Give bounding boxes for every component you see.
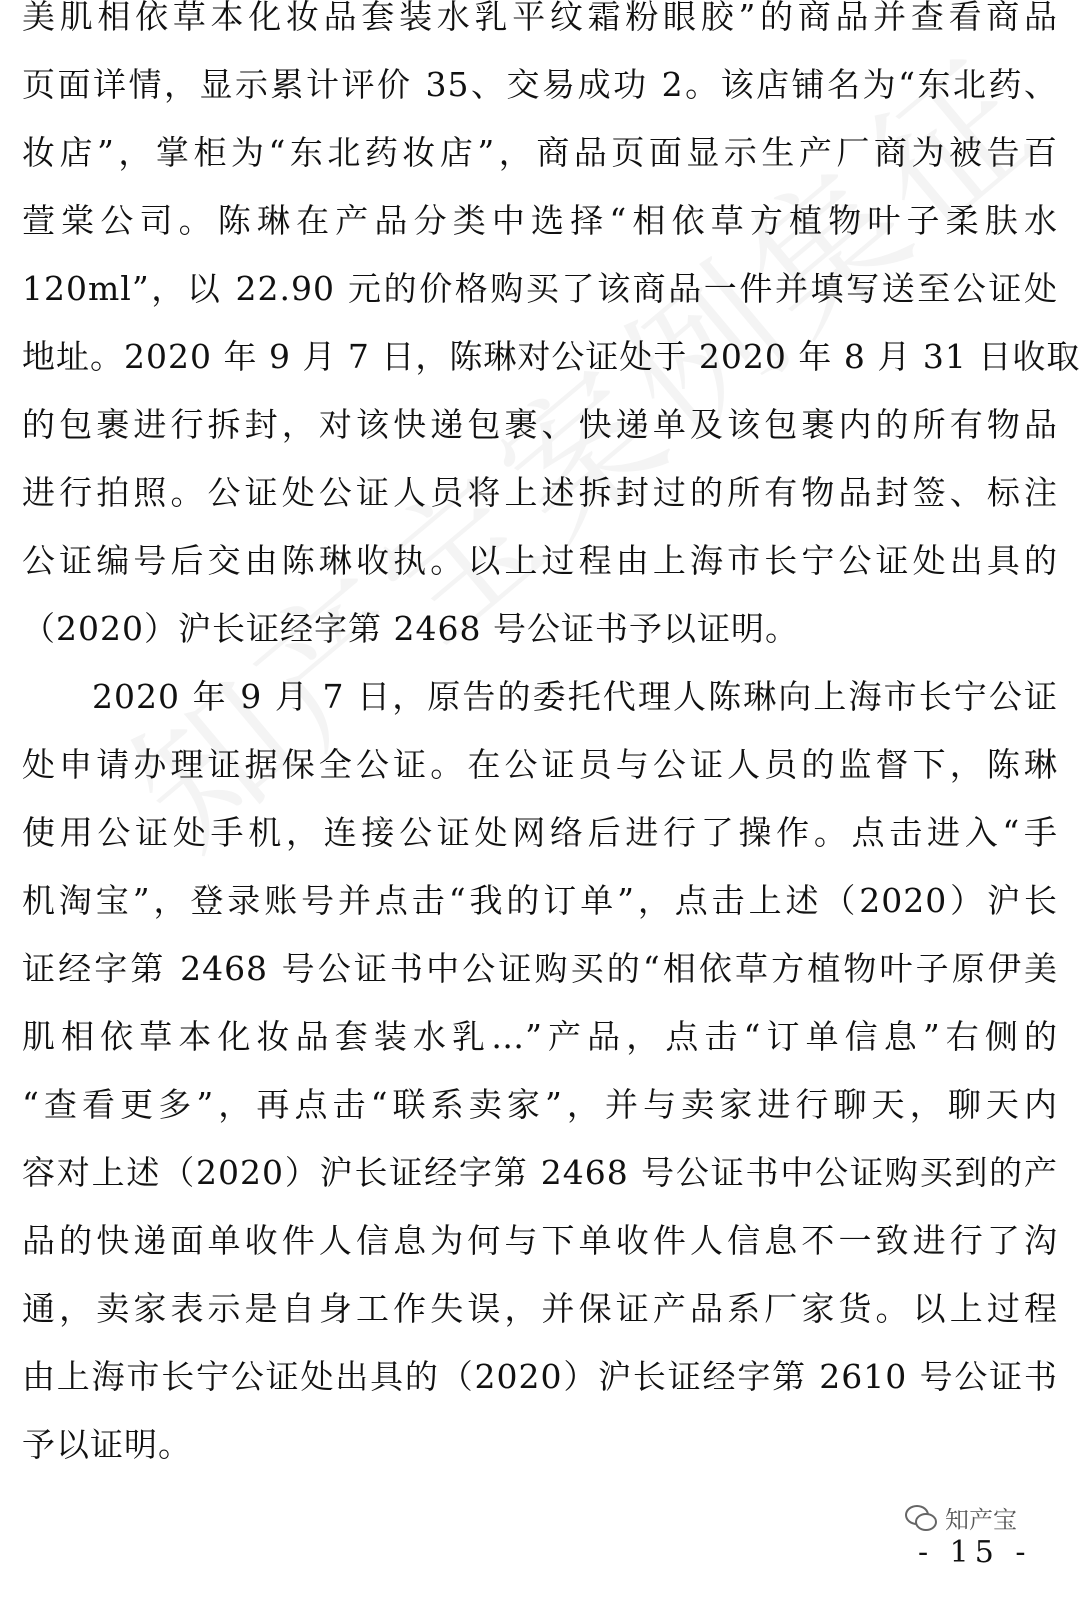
- text-line: 页面详情，显示累计评价 35、交易成功 2。该店铺名为“东北药、: [22, 65, 1058, 104]
- brand-badge: [905, 1500, 1017, 1535]
- text-line: 证经字第 2468 号公证书中公证购买的“相依草方植物叶子原伊美: [22, 949, 1058, 988]
- text-line: 容对上述（2020）沪长证经字第 2468 号公证书中公证购买到的产: [22, 1153, 1058, 1192]
- text-line: 2020 年 9 月 7 日，原告的委托代理人陈琳向上海市长宁公证: [92, 677, 1058, 716]
- text-line: 的包裹进行拆封，对该快递包裹、快递单及该包裹内的所有物品: [22, 405, 1058, 444]
- text-line: 予以证明。: [22, 1425, 192, 1464]
- text-line: 公证编号后交由陈琳收执。以上过程由上海市长宁公证处出具的: [22, 541, 1058, 580]
- text-line: 美肌相依草本化妆品套装水乳平纹霜粉眼胶”的商品并查看商品: [22, 0, 1058, 36]
- text-line: 品的快递面单收件人信息为何与下单收件人信息不一致进行了沟: [22, 1221, 1058, 1260]
- wechat-icon: [905, 1505, 937, 1531]
- text-line: （2020）沪长证经字第 2468 号公证书予以证明。: [22, 609, 799, 648]
- body-text: [22, 0, 1080, 1488]
- paragraph-1: [22, 0, 1080, 672]
- text-line: 处申请办理证据保全公证。在公证员与公证人员的监督下，陈琳: [22, 745, 1058, 784]
- text-line: 通，卖家表示是自身工作失误，并保证产品系厂家货。以上过程: [22, 1289, 1058, 1328]
- page-number: - 15 -: [918, 1535, 1032, 1570]
- brand-name: 知产宝: [945, 1506, 1017, 1534]
- text-line: 妆店”，掌柜为“东北药妆店”，商品页面显示生产厂商为被告百: [22, 133, 1058, 172]
- text-line: 由上海市长宁公证处出具的（2020）沪长证经字第 2610 号公证书: [22, 1357, 1058, 1396]
- text-line: 地址。2020 年 9 月 7 日，陈琳对公证处于 2020 年 8 月 31 日收取: [22, 337, 1080, 376]
- text-line: 120ml”，以 22.90 元的价格购买了该商品一件并填写送至公证处: [22, 269, 1058, 308]
- text-line: 肌相依草本化妆品套装水乳…”产品，点击“订单信息”右侧的: [22, 1017, 1058, 1056]
- text-line: 进行拍照。公证处公证人员将上述拆封过的所有物品封签、标注: [22, 473, 1058, 512]
- text-line: 使用公证处手机，连接公证处网络后进行了操作。点击进入“手: [22, 813, 1058, 852]
- text-line: “查看更多”，再点击“联系卖家”，并与卖家进行聊天，聊天内: [22, 1085, 1058, 1124]
- text-line: 机淘宝”，登录账号并点击“我的订单”，点击上述（2020）沪长: [22, 881, 1058, 920]
- text-line: 萱棠公司。陈琳在产品分类中选择“相依草方植物叶子柔肤水: [22, 201, 1058, 240]
- paragraph-2: [22, 672, 1058, 1488]
